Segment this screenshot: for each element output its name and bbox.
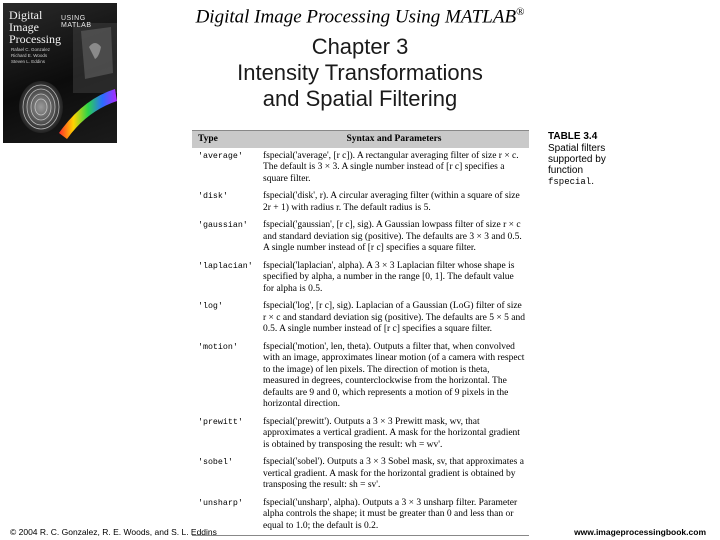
- book-cover-image: [3, 3, 117, 143]
- book-title: Digital Image Processing Using MATLAB®: [195, 6, 525, 28]
- filter-type: 'disk': [198, 192, 228, 201]
- table-caption: TABLE 3.4 Spatial filters supported by function fspecial.: [548, 131, 628, 188]
- filter-syntax: fspecial('unsharp', alpha). Outputs a 3 × 3 unsharp filter. Parameter alpha controls the shape; it must be greater than 0 and less than or equal to 1.0; the default is 0.2.: [257, 495, 529, 536]
- chapter-line: Intensity Transformations: [237, 60, 483, 85]
- filter-type: 'unsharp': [192, 495, 257, 536]
- column-header-syntax: Syntax and Parameters: [257, 131, 529, 148]
- filter-syntax: fspecial('gaussian', [r c], sig). A Gaussian lowpass filter of size r × c and standard deviation sig (positive). The defaults are 3 × 3 and 0.5. A single number instead of [r c] specifies a square filter.: [263, 220, 522, 253]
- filter-type: 'average': [198, 151, 243, 161]
- table-label: TABLE 3.4: [548, 131, 598, 142]
- filter-syntax: fspecial('laplacian', alpha). A 3 × 3 Laplacian filter whose shape is specified by alpha, a number in the range [0, 1]. The default value for alpha is 0.5.: [263, 260, 515, 294]
- filter-syntax: fspecial('disk', r). A circular averaging filter (within a square of size 2r + 1) with radius r. The default radius is 5.: [263, 191, 520, 213]
- table-row: [192, 148, 529, 189]
- filter-type: 'gaussian': [198, 221, 248, 230]
- table-header-row: [192, 131, 529, 148]
- filter-type: 'laplacian': [198, 261, 253, 271]
- filter-type: 'motion': [198, 342, 238, 352]
- cover-title: Digital Image Processing: [9, 8, 61, 46]
- table-row: [192, 298, 529, 339]
- chapter-line: and Spatial Filtering: [262, 86, 458, 111]
- filter-syntax: fspecial('average', [r c]). A rectangular averaging filter of size r × c. The default is 3 × 3. A single number instead of [r c] specifies a square filter.: [263, 150, 519, 184]
- chapter-line: Chapter 3: [311, 34, 409, 59]
- table-row: [192, 217, 529, 258]
- filter-syntax: fspecial('motion', len, theta). Outputs a filter that, when convolved with an image, approximates linear motion (of a camera with respect to the image) of len pixels. The direction of motion is theta, measured in degrees, counterclockwise from the horizontal. The defaults are 9 and 0, which represents a motion of 9 pixels in the horizontal direction.: [263, 341, 525, 409]
- filter-type: 'log': [198, 302, 223, 311]
- table-row: [192, 188, 529, 217]
- filter-syntax: fspecial('sobel'). Outputs a 3 × 3 Sobel mask, sv, that approximates a vertical gradient. A mask for the horizontal gradient is obtained by transposing the result: sh = sv'.: [263, 457, 524, 490]
- filter-syntax: fspecial('prewitt'). Outputs a 3 × 3 Prewitt mask, wv, that approximates a vertical gradient. A mask for the horizontal gradient is obtained by transposing the result: wh = wv'.: [263, 416, 520, 450]
- table-row: [192, 495, 529, 536]
- registered-mark: ®: [516, 6, 525, 18]
- chapter-title: [150, 34, 570, 112]
- website-footer: www.imageprocessingbook.com: [574, 527, 706, 537]
- cover-subtitle: USING MATLAB: [61, 15, 92, 29]
- copyright-footer: © 2004 R. C. Gonzalez, R. E. Woods, and S. L. Eddins: [10, 527, 217, 537]
- cover-authors: Rafael C. Gonzalez Richard E. Woods Steven L. Eddins: [11, 47, 51, 64]
- filter-table: [192, 130, 529, 536]
- table-row: [192, 414, 529, 455]
- filter-type: 'prewitt': [198, 417, 243, 427]
- filter-syntax: fspecial('log', [r c], sig). Laplacian of a Gaussian (LoG) filter of size r × c and standard deviation sig (positive). The defaults are 5 × 5 and 0.5. A single number instead of [r c] specifies a square filter.: [263, 301, 525, 334]
- caption-function: fspecial: [548, 177, 592, 187]
- caption-text: Spatial filters supported by function: [548, 143, 606, 176]
- table-row: [192, 258, 529, 299]
- column-header-type: Type: [192, 131, 257, 148]
- table-row: [192, 339, 529, 414]
- filter-type: 'sobel': [198, 458, 233, 467]
- table-row: [192, 454, 529, 495]
